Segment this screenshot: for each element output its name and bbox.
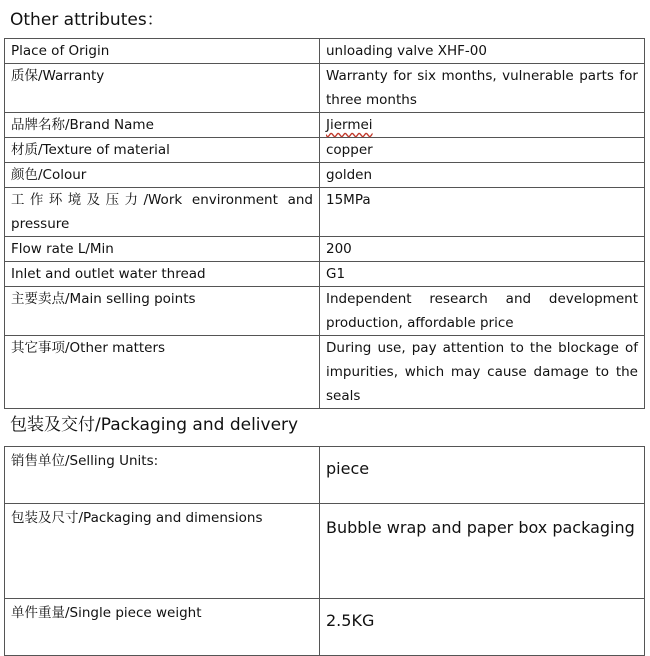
table-row [5,504,645,599]
attribute-key: Inlet and outlet water thread [5,262,320,287]
packaging-value: Bubble wrap and paper box packaging [320,504,645,599]
table-row [5,336,645,409]
table-row [5,163,645,188]
table-row [5,599,645,656]
attribute-key: 品牌名称/Brand Name [5,113,320,138]
attribute-value: copper [320,138,645,163]
table-row [5,138,645,163]
attribute-key: 材质/Texture of material [5,138,320,163]
attribute-value: G1 [320,262,645,287]
packaging-value: 2.5KG [320,599,645,656]
packaging-key: 单件重量/Single piece weight [5,599,320,656]
attribute-key: Place of Origin [5,39,320,64]
attribute-value: Independent research and development production, affordable price [320,287,645,336]
attribute-value: golden [320,163,645,188]
packaging-key: 包装及尺寸/Packaging and dimensions [5,504,320,599]
attribute-key: 工作环境及压力/Work environment and pressure [5,188,320,237]
attribute-key: 其它事项/Other matters [5,336,320,409]
attribute-value: 15MPa [320,188,645,237]
packaging-key: 销售单位/Selling Units: [5,447,320,504]
attribute-key: Flow rate L/Min [5,237,320,262]
table-row [5,113,645,138]
table-row [5,64,645,113]
attribute-value: 200 [320,237,645,262]
table-row [5,447,645,504]
brand-name-text: Jiermei [326,117,373,133]
section-title-packaging: 包装及交付/Packaging and delivery [10,415,299,435]
packaging-value: piece [320,447,645,504]
attribute-key: 质保/Warranty [5,64,320,113]
attribute-value [320,113,645,138]
table-row [5,237,645,262]
packaging-table [4,446,645,656]
section-title-other-attributes: Other attributes： [10,10,164,30]
attributes-table [4,38,645,409]
attribute-key: 颜色/Colour [5,163,320,188]
table-row [5,287,645,336]
attribute-key: 主要卖点/Main selling points [5,287,320,336]
attribute-value: unloading valve XHF-00 [320,39,645,64]
table-row [5,188,645,237]
table-row [5,39,645,64]
attribute-value: During use, pay attention to the blockage of impurities, which may cause damage to the seals [320,336,645,409]
attribute-value: Warranty for six months, vulnerable parts for three months [320,64,645,113]
table-row [5,262,645,287]
